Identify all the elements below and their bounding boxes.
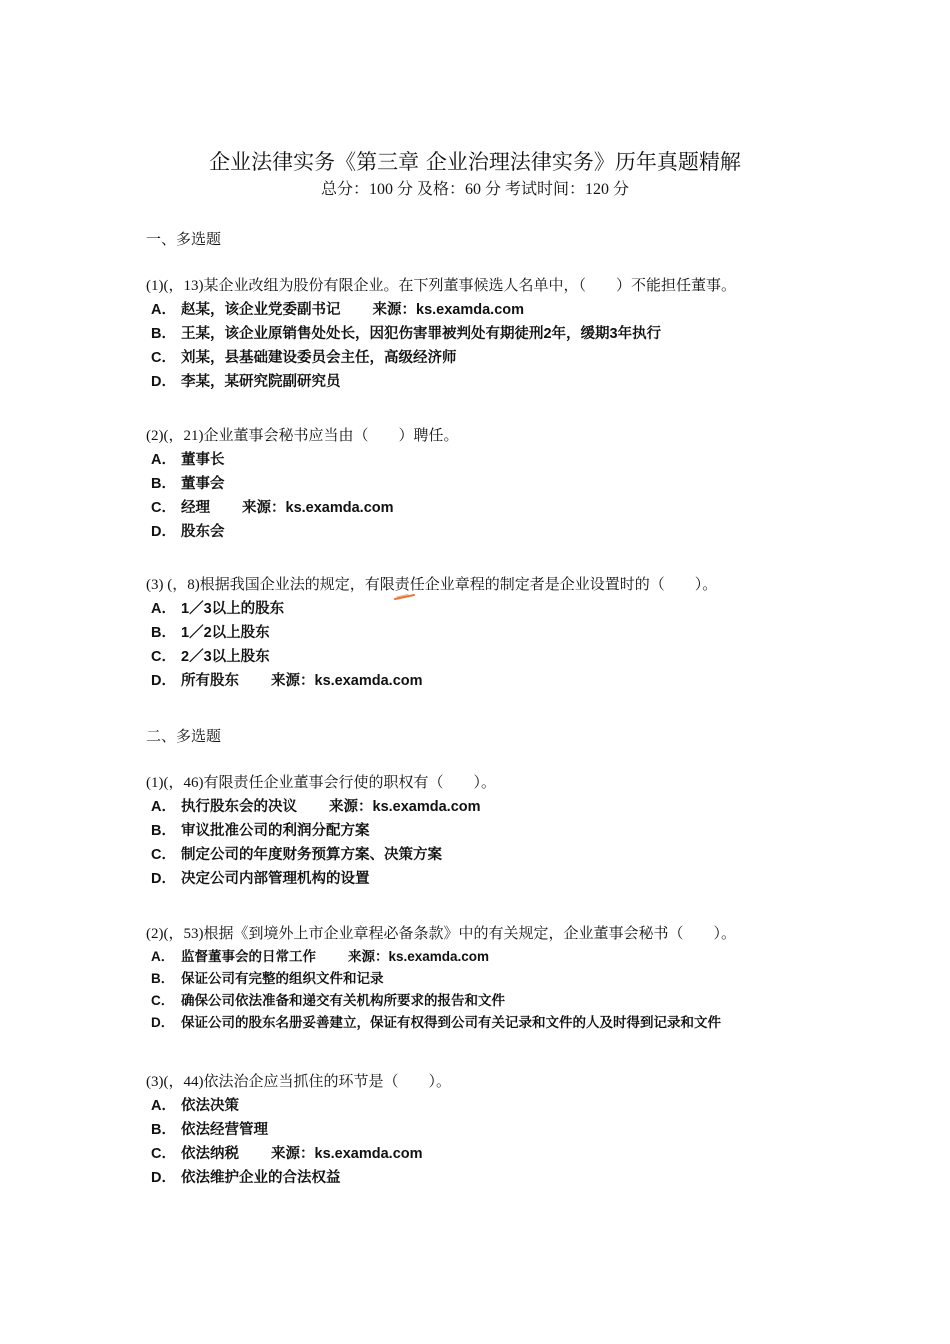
option-c (146, 645, 866, 669)
option-b (146, 819, 866, 843)
option-letter: C． (151, 350, 176, 366)
pen-mark-decoration (394, 594, 416, 600)
option-a (146, 1094, 866, 1118)
option-d (146, 1166, 866, 1190)
option-text: 保证公司有完整的组织文件和记录 (181, 971, 384, 986)
option-letter: A． (151, 1098, 176, 1114)
option-letter: B． (151, 1122, 176, 1138)
option-text: 制定公司的年度财务预算方案、决策方案 (181, 847, 442, 863)
question (146, 922, 866, 1034)
option-text: 审议批准公司的利润分配方案 (181, 823, 370, 839)
option-text: 刘某，县基础建设委员会主任，高级经济师 (181, 350, 457, 366)
question-stem: (3)(，44)依法治企应当抓住的环节是（ ）。 (146, 1074, 451, 1090)
option-text: 依法经营管理 (181, 1122, 268, 1138)
option-d (146, 1012, 866, 1034)
option-letter: A． (151, 452, 176, 468)
option-c (146, 990, 866, 1012)
source-url: ks.examda.com (372, 799, 481, 815)
source-label: 来源： (372, 302, 416, 318)
option-letter: D． (151, 524, 176, 540)
option-text: 保证公司的股东名册妥善建立，保证有权得到公司有关记录和文件的人及时得到记录和文件 (181, 1015, 721, 1030)
option-text: 赵某，该企业党委副书记 (181, 302, 341, 318)
source-label: 来源： (348, 949, 389, 964)
option-text: 依法维护企业的合法权益 (181, 1170, 341, 1186)
option-text: 依法纳税 (181, 1146, 239, 1162)
option-letter: D． (151, 1170, 176, 1186)
option-b (146, 968, 866, 990)
source-label: 来源： (242, 500, 286, 516)
option-letter: A． (151, 302, 176, 318)
source-url: ks.examda.com (285, 500, 394, 516)
question (146, 771, 866, 891)
option-letter: C． (151, 847, 176, 863)
option-text: 李某，某研究院副研究员 (181, 374, 341, 390)
option-text: 所有股东 (181, 673, 239, 689)
option-letter: C． (151, 1146, 176, 1162)
option-a (146, 298, 866, 322)
option-a (146, 795, 866, 819)
question-stem: (3) (，8)根据我国企业法的规定，有限责任企业章程的制定者是企业设置时的（ ）。 (146, 577, 718, 593)
option-b (146, 472, 866, 496)
option-c (146, 346, 866, 370)
option-b (146, 1118, 866, 1142)
option-text: 决定公司内部管理机构的设置 (181, 871, 370, 887)
option-letter: A． (151, 949, 175, 964)
page-title: 企业法律实务《第三章 企业治理法律实务》历年真题精解 (209, 150, 741, 174)
option-letter: C． (151, 993, 175, 1008)
option-a (146, 597, 866, 621)
source-label: 来源： (271, 1146, 315, 1162)
section-heading: 一、多选题 (146, 232, 222, 248)
option-c (146, 1142, 866, 1166)
question (146, 274, 866, 394)
option-letter: B． (151, 823, 176, 839)
option-letter: D． (151, 1015, 175, 1030)
option-letter: A． (151, 799, 176, 815)
option-a (146, 448, 866, 472)
option-letter: B． (151, 971, 175, 986)
option-letter: C． (151, 649, 176, 665)
option-text: 经理 (181, 500, 210, 516)
option-letter: B． (151, 625, 176, 641)
question-stem: (1)(，13)某企业改组为股份有限企业。在下列董事候选人名单中，（ ）不能担任董事。 (146, 278, 736, 294)
option-letter: A． (151, 601, 176, 617)
option-d (146, 867, 866, 891)
option-text: 1／3以上的股东 (181, 601, 285, 617)
option-c (146, 843, 866, 867)
option-text: 执行股东会的决议 (181, 799, 297, 815)
option-letter: B． (151, 326, 176, 342)
option-text: 2／3以上股东 (181, 649, 270, 665)
option-d (146, 520, 866, 544)
question-stem: (1)(，46)有限责任企业董事会行使的职权有（ ）。 (146, 775, 496, 791)
option-letter: D． (151, 871, 176, 887)
source-url: ks.examda.com (416, 302, 525, 318)
option-text: 董事长 (181, 452, 225, 468)
option-b (146, 322, 866, 346)
option-text: 确保公司依法准备和递交有关机构所要求的报告和文件 (181, 993, 505, 1008)
option-letter: C． (151, 500, 176, 516)
option-d (146, 370, 866, 394)
option-text: 王某，该企业原销售处处长，因犯伤害罪被判处有期徒刑2年，缓期3年执行 (181, 326, 662, 342)
question (146, 1070, 866, 1190)
question-stem: (2)(，53)根据《到境外上市企业章程必备条款》中的有关规定，企业董事会秘书（ ）。 (146, 926, 736, 942)
option-text: 股东会 (181, 524, 225, 540)
option-c (146, 496, 866, 520)
option-letter: D． (151, 673, 176, 689)
option-letter: B． (151, 476, 176, 492)
source-url: ks.examda.com (388, 949, 490, 964)
question-stem: (2)(，21)企业董事会秘书应当由（ ）聘任。 (146, 428, 459, 444)
option-letter: D． (151, 374, 176, 390)
option-text: 依法决策 (181, 1098, 239, 1114)
source-url: ks.examda.com (314, 673, 423, 689)
exam-info: 总分：100 分 及格：60 分 考试时间：120 分 (320, 181, 629, 198)
source-label: 来源： (271, 673, 315, 689)
question (146, 424, 866, 544)
option-text: 1／2以上股东 (181, 625, 270, 641)
option-text: 董事会 (181, 476, 225, 492)
option-text: 监督董事会的日常工作 (181, 949, 316, 964)
question (146, 573, 866, 693)
source-url: ks.examda.com (314, 1146, 423, 1162)
section-heading: 二、多选题 (146, 729, 222, 745)
source-label: 来源： (329, 799, 373, 815)
option-b (146, 621, 866, 645)
option-a (146, 946, 866, 968)
option-d (146, 669, 866, 693)
